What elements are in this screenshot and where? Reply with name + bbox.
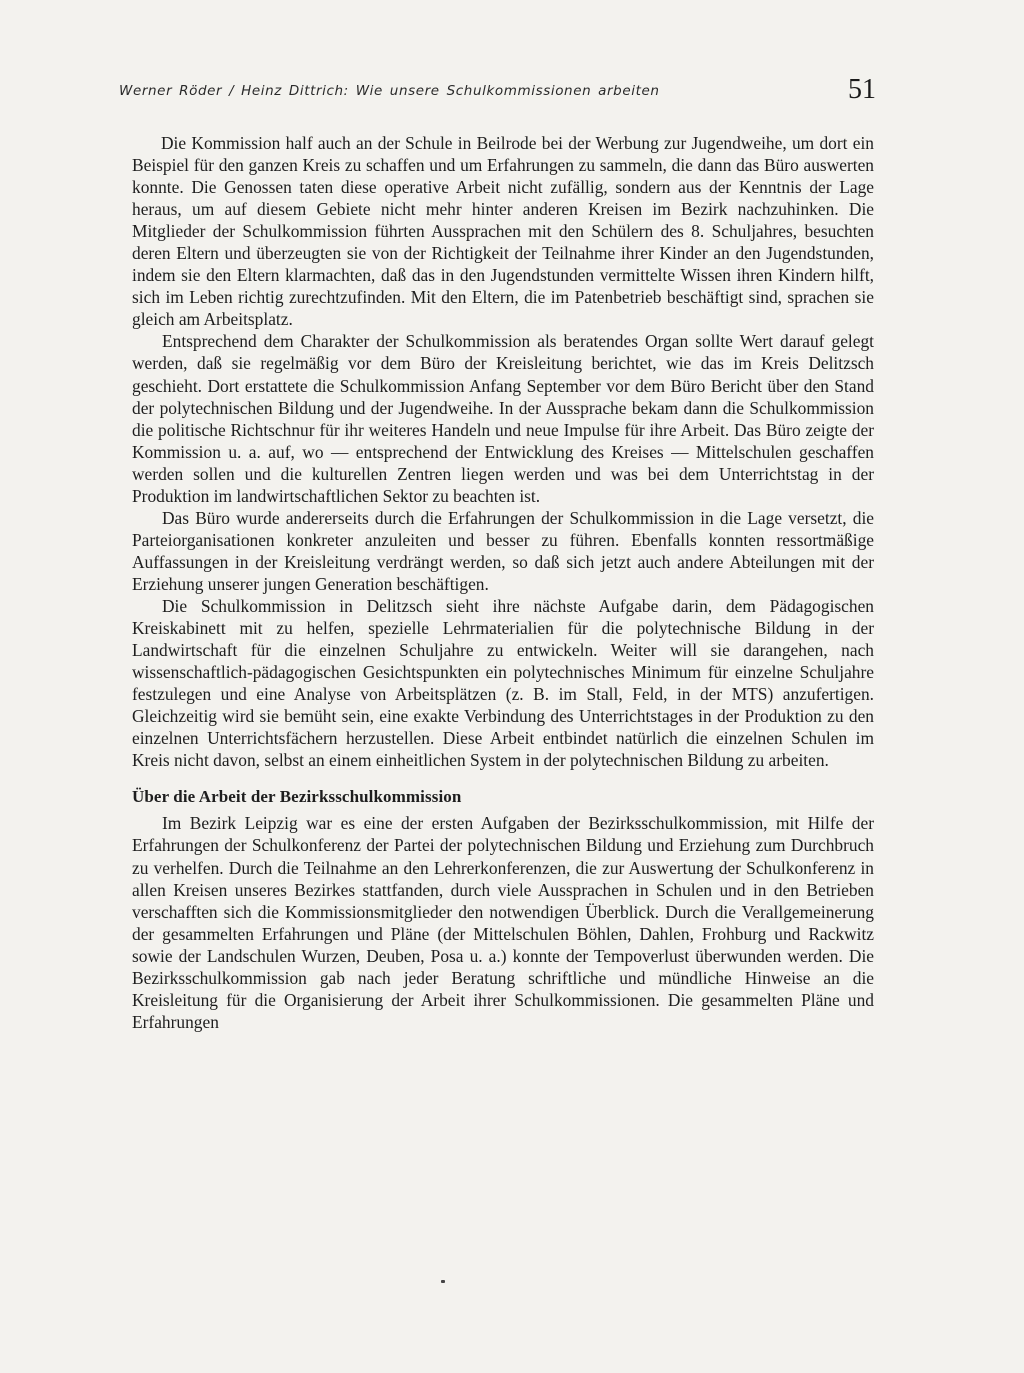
page-number: 51 [848,74,876,105]
section-paragraph-1: Im Bezirk Leipzig war es eine der ersten Aufgaben der Bezirksschulkommission, mit Hilfe der Erfahrungen der Schulkonferenz der Partei der polytechnischen Bildung und Erziehung zum Durchbruch zu verhelfen. Durch die Teilnahme an den Lehrerkonferenzen, die zur Auswertung der Schulkonferenz in allen Kreisen unseres Bezirkes stattfanden, durch viele Aussprachen in Schulen und in den Betrieben verschafften sich die Kommissionsmitglieder den notwendigen Überblick. Durch die Verallgemeinerung der gesammelten Erfahrungen und Pläne (der Mittelschulen Böhlen, Dahlen, Frohburg und Rackwitz sowie der Landschulen Wurzen, Deuben, Posa u. a.) konnte der Tempoverlust überwunden werden. Die Bezirksschulkommission gab nach jeder Beratung schriftliche und mündliche Hinweise an die Kreisleitung für die Organisierung der Arbeit ihrer Schulkommissionen. Die gesammelten Pläne und Erfahrungen [132,813,874,1032]
section-heading: Über die Arbeit der Bezirksschulkommission [132,787,462,807]
running-title: Werner Röder / Heinz Dittrich: Wie unsere Schulkommissionen arbeiten [119,83,660,99]
body-text [132,132,874,1033]
running-header [119,74,876,106]
page-speck [441,1280,445,1283]
paragraph-4: Die Schulkommission in Delitzsch sieht ihre nächste Aufgabe darin, dem Pädagogischen Kreiskabinett mit zu helfen, spezielle Lehrmaterialien für die polytechnische Bildung in der Landwirtschaft für die einzelnen Schuljahre zu entwickeln. Weiter will sie darangehen, nach wissenschaftlich-pädagogischen Gesichtspunkten ein polytechnisches Minimum für einzelne Schuljahre festzulegen und eine Analyse von Arbeitsplätzen (z. B. im Stall, Feld, in der MTS) anzufertigen. Gleichzeitig wird sie bemüht sein, eine exakte Verbindung des Unterrichtstages in der Produktion zu den einzelnen Unterrichtsfächern herzustellen. Diese Arbeit entbindet natürlich die einzelnen Schulen im Kreis nicht davon, selbst an einem einheitlichen System in der polytechnischen Bildung zu arbeiten. [132,595,874,771]
paragraph-1: Die Kommission half auch an der Schule in Beilrode bei der Werbung zur Jugendweihe, um dort ein Beispiel für den ganzen Kreis zu schaffen und um Erfahrungen zu sammeln, die dann das Büro auswerten konnte. Die Genossen taten diese operative Arbeit nicht zufällig, sondern aus der Kenntnis der Lage heraus, um auf diesem Gebiete nicht mehr hinter anderen Kreisen im Bezirk nachzuhinken. Die Mitglieder der Schulkommission führten Aussprachen mit den Schülern des 8. Schuljahres, besuchten deren Eltern und überzeugten sie von der Richtigkeit der Teilnahme ihrer Kinder an den Jugendstunden, indem sie den Eltern klarmachten, daß das in den Jugendstunden vermittelte Wissen ihren Kindern hilft, sich im Leben richtig zurechtzufinden. Mit den Eltern, die im Patenbetrieb beschäftigt sind, sprachen sie gleich am Arbeitsplatz. [132,133,874,330]
paragraph-2: Entsprechend dem Charakter der Schulkommission als beratendes Organ sollte Wert darauf gelegt werden, daß sie regelmäßig vor dem Büro der Kreisleitung berichtet, wie das im Kreis Delitzsch geschieht. Dort erstattete die Schulkommission Anfang September vor dem Büro Bericht über den Stand der polytechnischen Bildung und der Jugendweihe. In der Aussprache bekam dann die Schulkommission die politische Richtschnur für ihr weiteres Handeln und neue Impulse für ihre Arbeit. Das Büro zeigte der Kommission u. a. auf, wo — entsprechend der Entwicklung des Kreises — Mittelschulen geschaffen werden sollen und die kulturellen Zentren liegen werden und was bei dem Unterrichtstag in der Produktion im landwirtschaftlichen Sektor zu beachten ist. [132,331,874,506]
paragraph-3: Das Büro wurde andererseits durch die Erfahrungen der Schulkommission in die Lage versetzt, die Parteiorganisationen konkreter anzuleiten und besser zu führen. Ebenfalls konnten ressortmäßige Auffassungen in der Kreisleitung verdrängt werden, so daß sich jetzt auch andere Abteilungen mit der Erziehung unserer jungen Generation beschäftigen. [132,507,874,594]
